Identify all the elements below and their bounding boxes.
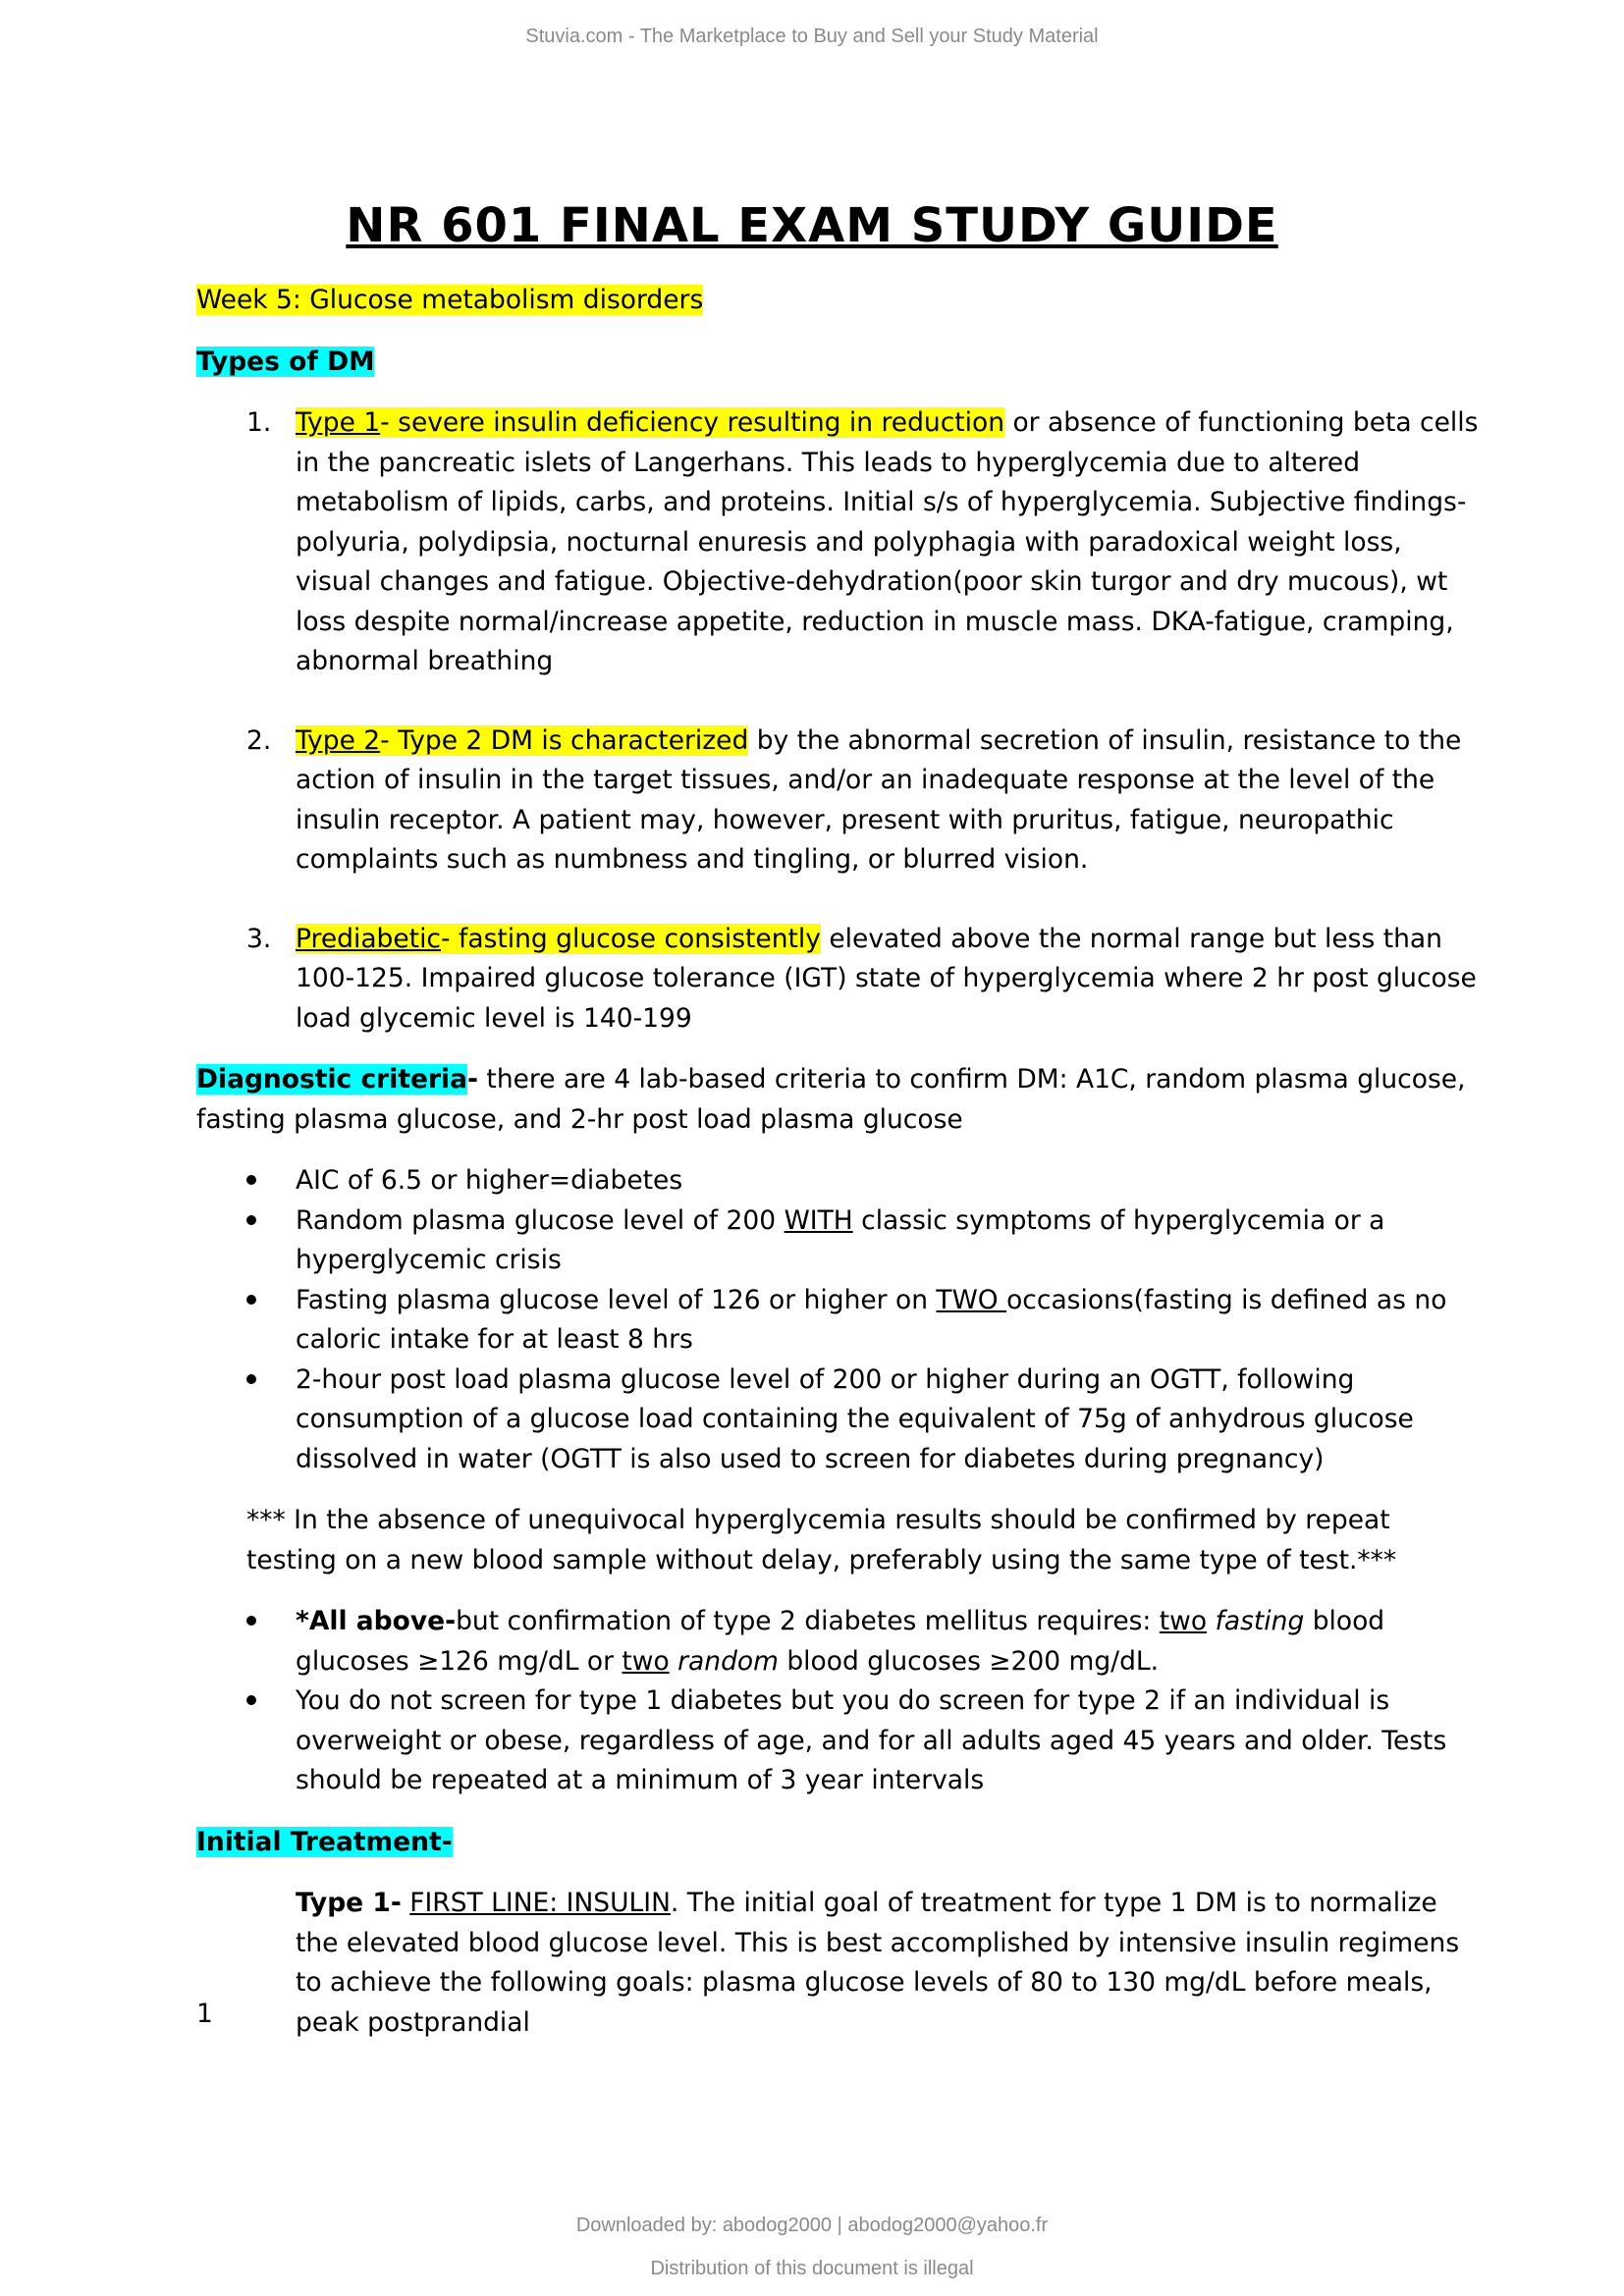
text-run: random (677, 1645, 779, 1677)
type-item (196, 403, 1483, 682)
type-item (196, 721, 1483, 881)
text-run: blood glucoses ≥126 mg/dL or (296, 1606, 1385, 1677)
list-number: 2. (246, 724, 272, 756)
document-body (196, 281, 1483, 2043)
criteria-list (196, 1161, 1483, 1479)
week-heading (196, 281, 1483, 321)
list-item (196, 1682, 1483, 1801)
screening-text: You do not screen for type 1 diabetes but you do screen for type 2 if an individual is overweight or obese, regardless of age, and for all adults aged 45 years and older. Tests should be repeated at a minimum of 3 year intervals (296, 1685, 1447, 1795)
bullet-icon (246, 1175, 256, 1185)
type-highlight-text: - fasting glucose consistently (441, 923, 821, 954)
criteria-text: AIC of 6.5 or higher=diabetes (296, 1165, 683, 1196)
diagnostic-dash: - (467, 1064, 478, 1095)
text-run: two (622, 1645, 670, 1677)
initial-treatment-heading-text: Initial Treatment- (196, 1826, 453, 1857)
list-item (196, 1602, 1483, 1682)
list-item (196, 1161, 1483, 1201)
diagnostic-criteria-paragraph (196, 1060, 1483, 1140)
watermark-distribution: Distribution of this document is illegal (650, 2258, 974, 2279)
type-item (196, 920, 1483, 1040)
type1-treatment-label: Type 1- (296, 1888, 402, 1918)
criteria-emphasis: WITH (784, 1204, 853, 1236)
type-label: Type 2 (296, 724, 381, 756)
type-label: Type 1 (296, 407, 381, 438)
all-above-label: *All above- (296, 1606, 457, 1636)
bullet-icon (246, 1695, 256, 1705)
initial-treatment-heading (196, 1823, 1483, 1863)
types-list (196, 403, 1483, 1039)
text-run: but confirmation of type 2 diabetes mellitus requires: (456, 1606, 1160, 1636)
page-number: 1 (196, 1999, 213, 2029)
text-run: blood glucoses ≥200 mg/dL. (778, 1645, 1160, 1677)
watermark-downloaded-by: Downloaded by: abodog2000 | abodog2000@yahoo.fr (575, 2215, 1049, 2236)
watermark-header: Stuvia.com - The Marketplace to Buy and Sell your Study Material (525, 26, 1099, 47)
page-title: NR 601 FINAL EXAM STUDY GUIDE (346, 198, 1278, 253)
bullet-icon (246, 1295, 256, 1305)
bullet-icon (246, 1215, 256, 1225)
type1-treatment-text: . The initial goal of treatment for type 1 DM is to normalize the elevated blood glucose level. This is best accomplished by intensive insulin regimens to achieve the following goals: plasma glucose levels of 80 to 130 mg/dL before meals, peak postprandial (296, 1888, 1460, 2038)
list-number: 1. (246, 407, 272, 438)
confirmation-note: *** In the absence of unequivocal hyperglycemia results should be confirmed by repeat testing on a new blood sample without delay, preferably using the same type of test.*** (246, 1505, 1397, 1575)
type-label: Prediabetic (296, 923, 442, 954)
bullet-icon (246, 1616, 256, 1626)
type-highlight-text: - severe insulin deficiency resulting in reduction (380, 407, 1005, 438)
list-item (196, 1361, 1483, 1480)
bullet-icon (246, 1374, 256, 1384)
type-highlight (296, 924, 821, 954)
list-item (196, 1201, 1483, 1281)
types-heading (196, 343, 1483, 383)
criteria-emphasis: TWO (936, 1284, 1007, 1315)
text-run (1207, 1606, 1215, 1636)
text-run (670, 1646, 677, 1677)
type-description: or absence of functioning beta cells in the pancreatic islets of Langerhans. This leads to hyperglycemia due to altered metabolism of lipids, carbs, and proteins. Initial s/s of hyperglycemia. Subjective findings- polyuria, polydipsia, nocturnal enuresis and polyphagia with paradoxical weight loss, visual changes and fatigue. Objective-dehydration(poor skin turgor and dry mucous), wt loss despite normal/increase appetite, reduction in muscle mass. DKA-fatigue, cramping, abnormal breathing (296, 407, 1479, 676)
first-line-text: FIRST LINE: INSULIN (409, 1888, 671, 1918)
diagnostic-heading: Diagnostic criteria (196, 1064, 467, 1095)
diagnostic-text: there are 4 lab-based criteria to confirm DM: A1C, random plasma glucose, fasting plasma glucose, and 2-hr post load plasma glucose (196, 1064, 1466, 1135)
criteria-text: 2-hour post load plasma glucose level of 200 or higher during an OGTT, following consumption of a glucose load containing the equivalent of 75g of anhydrous glucose dissolved in water (OGTT is also used to screen for diabetes during pregnancy) (296, 1363, 1414, 1474)
type-description: by the abnormal secretion of insulin, resistance to the action of insulin in the target tissues, and/or an inadequate response at the level of the insulin receptor. A patient may, however, present with pruritus, fatigue, neuropathic complaints such as numbness and tingling, or blurred vision. (296, 724, 1462, 875)
type-highlight (296, 407, 1004, 438)
criteria-text: classic symptoms of hyperglycemia or a hyperglycemic crisis (296, 1204, 1385, 1275)
criteria-text: Fasting plasma glucose level of 126 or higher on (296, 1284, 937, 1315)
week-heading-text: Week 5: Glucose metabolism disorders (196, 285, 704, 315)
screening-list (196, 1602, 1483, 1801)
list-item (196, 1281, 1483, 1361)
criteria-text: Random plasma glucose level of 200 (296, 1204, 785, 1236)
criteria-text: occasions(fasting is defined as no caloric intake for at least 8 hrs (296, 1284, 1447, 1355)
list-number: 3. (246, 923, 272, 954)
type-highlight (296, 725, 748, 756)
types-heading-text: Types of DM (196, 346, 375, 377)
type-highlight-text: - Type 2 DM is characterized (380, 724, 749, 756)
text-run: fasting (1215, 1606, 1305, 1636)
text-run: two (1159, 1606, 1208, 1636)
type1-treatment-paragraph (196, 1884, 1483, 2043)
type-description: elevated above the normal range but less than 100-125. Impaired glucose tolerance (IGT) state of hyperglycemia where 2 hr post glucose load glycemic level is 140-199 (296, 923, 1477, 1034)
